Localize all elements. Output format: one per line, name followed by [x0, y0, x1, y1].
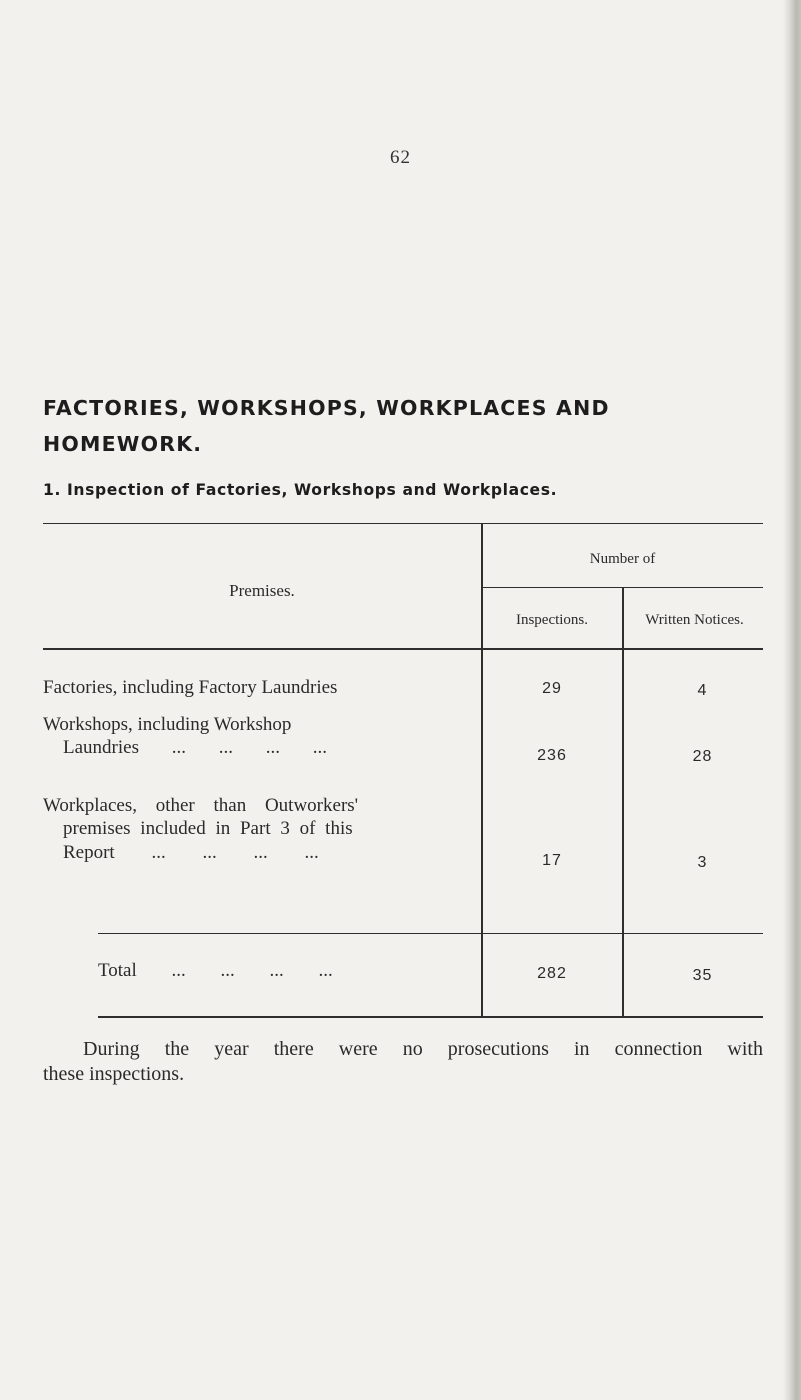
row-workplaces-label-line-3: Report ... ... ... ...: [63, 842, 319, 863]
table-column-divider-1: [481, 523, 483, 1017]
total-label: Total ... ... ... ...: [98, 960, 333, 981]
footnote-line-1: During the year there were no prosecutions in connection with: [83, 1038, 763, 1060]
row-workshops-label-line-1: Workshops, including Workshop: [43, 714, 292, 735]
header-bottom-rule: [43, 648, 763, 650]
page-edge-shadow: [783, 0, 801, 1400]
row-factories-written-notices: 4: [697, 682, 708, 699]
row-workshops-label-line-2: Laundries ... ... ... ...: [63, 737, 327, 758]
header-number-of: Number of: [589, 551, 656, 567]
row-workplaces-label-text: Workplaces, other than Outworkers': [43, 795, 359, 816]
footnote: [43, 1037, 763, 1087]
section-title: 1. Inspection of Factories, Workshops and Workplaces.: [43, 481, 558, 499]
table-top-rule: [43, 523, 763, 524]
table-column-divider-2: [622, 587, 624, 1017]
page-number: 62: [390, 147, 411, 168]
row-workshops-written-notices: 28: [692, 748, 713, 765]
total-top-rule: [98, 933, 763, 934]
header-inspections: Inspections.: [515, 612, 589, 628]
row-workplaces-inspections: 17: [542, 852, 562, 869]
row-factories-inspections: 29: [542, 680, 562, 697]
row-workplaces-label-line-1: [43, 795, 475, 816]
header-number-of-rule: [482, 587, 763, 588]
total-inspections: 282: [537, 965, 567, 982]
header-written-notices: Written Notices.: [645, 612, 744, 628]
table-bottom-rule: [98, 1016, 763, 1018]
row-workplaces-label-line-2: premises included in Part 3 of this: [63, 818, 353, 839]
row-workshops-inspections: 236: [537, 747, 567, 764]
row-workplaces-written-notices: 3: [697, 854, 708, 871]
footnote-line-2: these inspections.: [43, 1063, 185, 1085]
header-premises: Premises.: [229, 581, 295, 600]
row-factories-label: Factories, including Factory Laundries: [43, 677, 338, 698]
page-heading: FACTORIES, WORKSHOPS, WORKPLACES AND HOMEWORK.: [43, 396, 610, 456]
total-written-notices: 35: [692, 967, 713, 984]
